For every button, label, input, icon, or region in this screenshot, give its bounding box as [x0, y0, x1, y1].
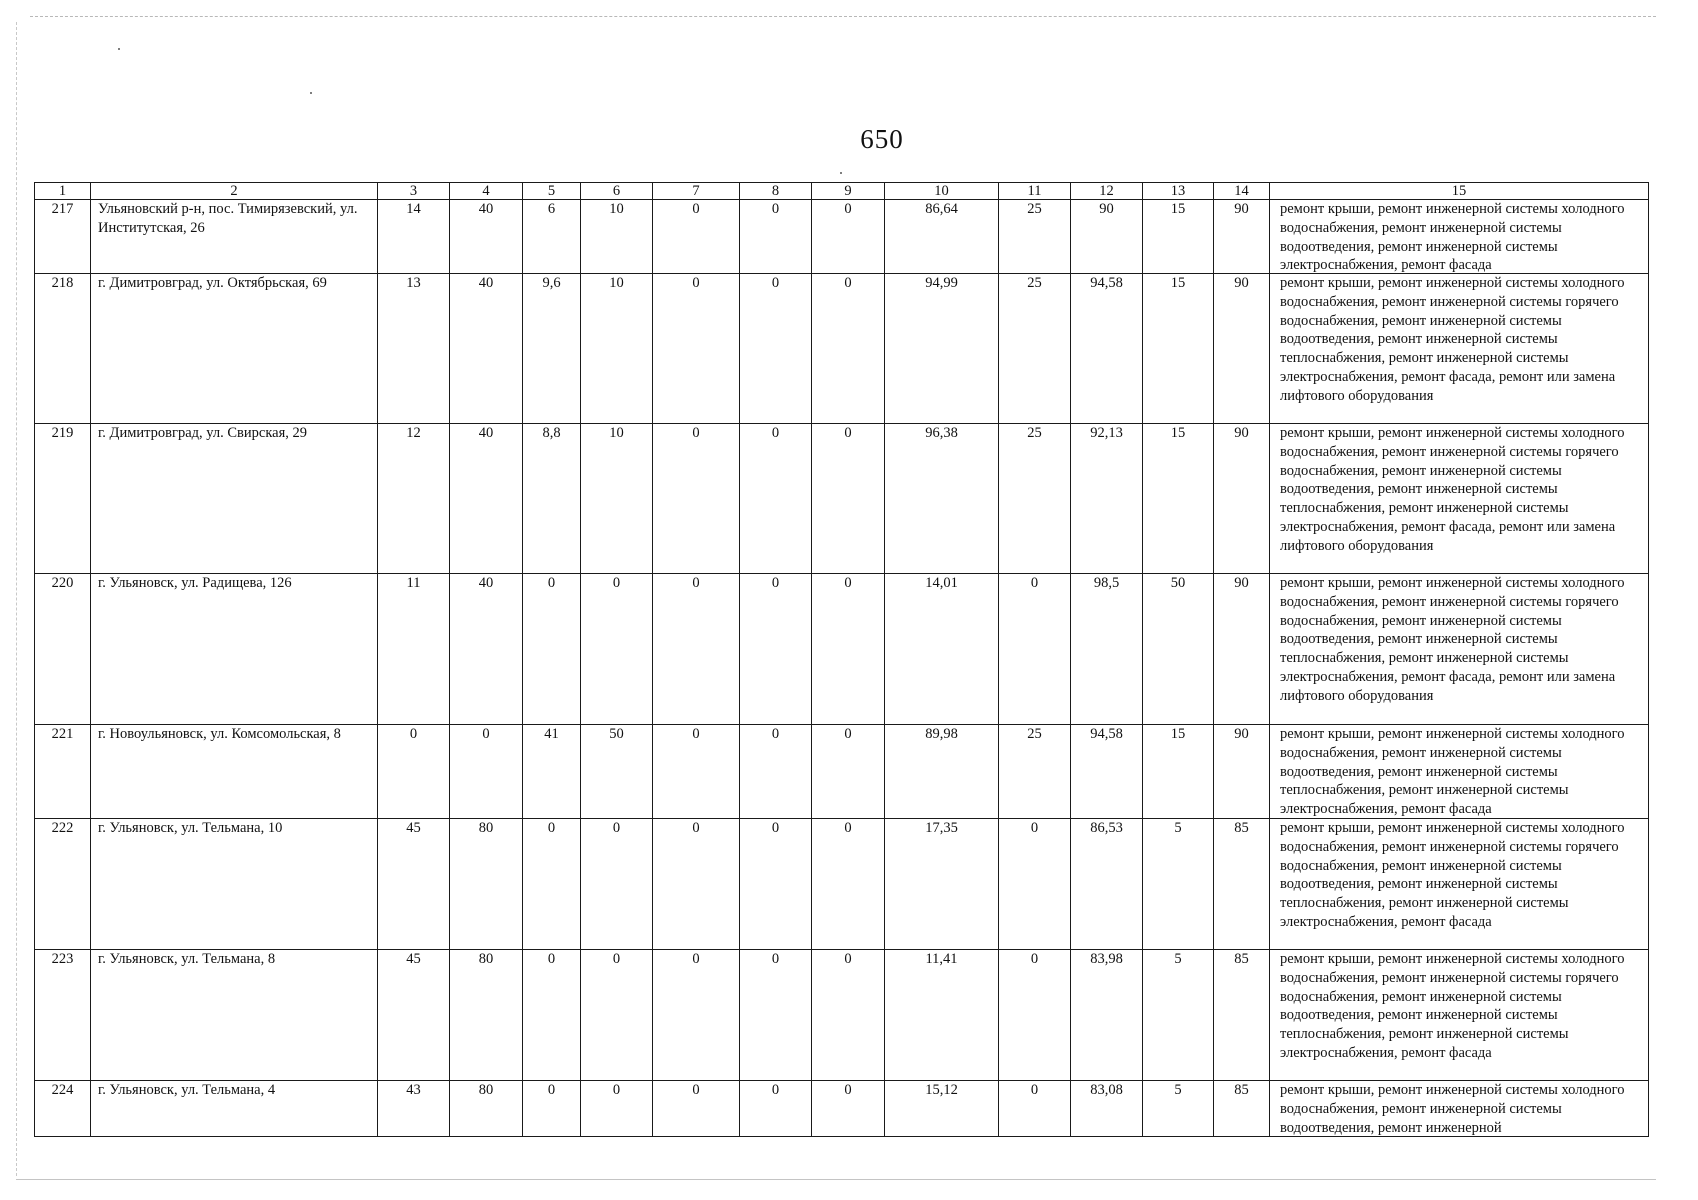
- value-cell: 6: [523, 200, 581, 274]
- value-cell: 0: [740, 950, 812, 1081]
- value-cell: 0: [653, 725, 740, 819]
- address-cell: г. Ульяновск, ул. Тельмана, 8: [91, 950, 378, 1081]
- value-cell: 40: [450, 274, 523, 424]
- table-row: [35, 725, 1649, 819]
- works-cell: [1270, 200, 1649, 274]
- value-cell: 40: [450, 574, 523, 725]
- address-cell: г. Новоульяновск, ул. Комсомольская, 8: [91, 725, 378, 819]
- address-cell: г. Ульяновск, ул. Тельмана, 10: [91, 819, 378, 950]
- value-cell: 45: [378, 950, 450, 1081]
- row-number: 218: [35, 274, 91, 424]
- value-cell: 12: [378, 424, 450, 574]
- works-cell: [1270, 274, 1649, 424]
- column-header: 7: [653, 183, 740, 200]
- value-cell: 0: [581, 1081, 653, 1137]
- value-cell: 5: [1143, 1081, 1214, 1137]
- value-cell: 80: [450, 819, 523, 950]
- address-cell: г. Ульяновск, ул. Радищева, 126: [91, 574, 378, 725]
- works-cell: [1270, 950, 1649, 1081]
- scan-edge-left: [16, 22, 17, 1176]
- value-cell: 14,01: [885, 574, 999, 725]
- value-cell: 92,13: [1071, 424, 1143, 574]
- value-cell: 0: [812, 200, 885, 274]
- value-cell: 0: [523, 819, 581, 950]
- value-cell: 0: [740, 274, 812, 424]
- value-cell: 15,12: [885, 1081, 999, 1137]
- row-number: 220: [35, 574, 91, 725]
- value-cell: 85: [1214, 819, 1270, 950]
- column-header: 6: [581, 183, 653, 200]
- value-cell: 89,98: [885, 725, 999, 819]
- column-header: 15: [1270, 183, 1649, 200]
- value-cell: 25: [999, 424, 1071, 574]
- value-cell: 0: [999, 950, 1071, 1081]
- value-cell: 0: [653, 950, 740, 1081]
- value-cell: 0: [740, 1081, 812, 1137]
- works-text: ремонт крыши, ремонт инженерной системы холодного водоснабжения, ремонт инженерной системы горячего водоснабжения, ремонт инженерной системы водоотведения, ремонт инженерной системы теплоснабжения, ремонт инженерной системы электроснабжения, ремонт фасада, ремонт или замена лифтового оборудования: [1280, 425, 1625, 554]
- works-cell: [1270, 1081, 1649, 1137]
- value-cell: 15: [1143, 424, 1214, 574]
- value-cell: 10: [581, 274, 653, 424]
- value-cell: 0: [999, 1081, 1071, 1137]
- value-cell: 0: [523, 574, 581, 725]
- value-cell: 0: [523, 950, 581, 1081]
- value-cell: 90: [1214, 274, 1270, 424]
- header-row: [35, 183, 1649, 200]
- value-cell: 11: [378, 574, 450, 725]
- table-row: [35, 274, 1649, 424]
- value-cell: 14: [378, 200, 450, 274]
- value-cell: 0: [740, 725, 812, 819]
- value-cell: 83,08: [1071, 1081, 1143, 1137]
- scan-speck: [840, 172, 842, 174]
- table-row: [35, 950, 1649, 1081]
- value-cell: 86,53: [1071, 819, 1143, 950]
- value-cell: 0: [378, 725, 450, 819]
- value-cell: 83,98: [1071, 950, 1143, 1081]
- value-cell: 0: [812, 424, 885, 574]
- table-row: [35, 574, 1649, 725]
- table-row: [35, 1081, 1649, 1137]
- value-cell: 13: [378, 274, 450, 424]
- value-cell: 0: [653, 574, 740, 725]
- works-text: ремонт крыши, ремонт инженерной системы холодного водоснабжения, ремонт инженерной системы водоотведения, ремонт инженерной системы теплоснабжения, ремонт инженерной системы электроснабжения, ремонт фасада: [1280, 726, 1625, 817]
- works-cell: [1270, 574, 1649, 725]
- works-text: ремонт крыши, ремонт инженерной системы холодного водоснабжения, ремонт инженерной системы водоотведения, ремонт инженерной системы электроснабжения, ремонт фасада: [1280, 201, 1625, 272]
- column-header: 1: [35, 183, 91, 200]
- address-cell: Ульяновский р-н, пос. Тимирязевский, ул. Институтская, 26: [91, 200, 378, 274]
- value-cell: 0: [740, 424, 812, 574]
- value-cell: 94,99: [885, 274, 999, 424]
- value-cell: 0: [653, 424, 740, 574]
- value-cell: 0: [653, 1081, 740, 1137]
- value-cell: 17,35: [885, 819, 999, 950]
- value-cell: 25: [999, 725, 1071, 819]
- address-cell: г. Димитровград, ул. Свирская, 29: [91, 424, 378, 574]
- scan-edge-top: [30, 16, 1656, 17]
- works-text: ремонт крыши, ремонт инженерной системы холодного водоснабжения, ремонт инженерной системы горячего водоснабжения, ремонт инженерной системы водоотведения, ремонт инженерной системы теплоснабжения, ремонт инженерной системы электроснабжения, ремонт фасада, ремонт или замена лифтового оборудования: [1280, 275, 1625, 404]
- value-cell: 0: [999, 574, 1071, 725]
- value-cell: 8,8: [523, 424, 581, 574]
- value-cell: 94,58: [1071, 725, 1143, 819]
- value-cell: 10: [581, 200, 653, 274]
- value-cell: 90: [1214, 424, 1270, 574]
- value-cell: 0: [450, 725, 523, 819]
- page-number: 650: [860, 124, 904, 154]
- works-text: ремонт крыши, ремонт инженерной системы холодного водоснабжения, ремонт инженерной системы водоотведения, ремонт инженерной: [1280, 1082, 1625, 1135]
- value-cell: 15: [1143, 274, 1214, 424]
- value-cell: 25: [999, 200, 1071, 274]
- column-header: 9: [812, 183, 885, 200]
- register-table: [34, 182, 1649, 1137]
- value-cell: 0: [740, 574, 812, 725]
- value-cell: 80: [450, 1081, 523, 1137]
- scan-speck: [310, 92, 312, 94]
- value-cell: 96,38: [885, 424, 999, 574]
- value-cell: 40: [450, 200, 523, 274]
- row-number: 222: [35, 819, 91, 950]
- works-cell: [1270, 725, 1649, 819]
- value-cell: 0: [740, 200, 812, 274]
- value-cell: 0: [812, 274, 885, 424]
- column-header: 12: [1071, 183, 1143, 200]
- column-header: 2: [91, 183, 378, 200]
- value-cell: 90: [1071, 200, 1143, 274]
- value-cell: 85: [1214, 950, 1270, 1081]
- value-cell: 0: [653, 274, 740, 424]
- table-row: [35, 819, 1649, 950]
- value-cell: 98,5: [1071, 574, 1143, 725]
- value-cell: 80: [450, 950, 523, 1081]
- table-row: [35, 424, 1649, 574]
- row-number: 224: [35, 1081, 91, 1137]
- value-cell: 0: [999, 819, 1071, 950]
- value-cell: 0: [812, 574, 885, 725]
- value-cell: 0: [581, 950, 653, 1081]
- value-cell: 0: [653, 200, 740, 274]
- value-cell: 50: [581, 725, 653, 819]
- value-cell: 0: [812, 1081, 885, 1137]
- value-cell: 5: [1143, 950, 1214, 1081]
- row-number: 219: [35, 424, 91, 574]
- value-cell: 90: [1214, 725, 1270, 819]
- address-cell: г. Димитровград, ул. Октябрьская, 69: [91, 274, 378, 424]
- scan-edge-bottom: [16, 1179, 1656, 1180]
- value-cell: 0: [812, 819, 885, 950]
- row-number: 223: [35, 950, 91, 1081]
- value-cell: 15: [1143, 200, 1214, 274]
- value-cell: 40: [450, 424, 523, 574]
- value-cell: 0: [581, 819, 653, 950]
- value-cell: 0: [812, 725, 885, 819]
- value-cell: 9,6: [523, 274, 581, 424]
- value-cell: 11,41: [885, 950, 999, 1081]
- value-cell: 0: [653, 819, 740, 950]
- address-cell: г. Ульяновск, ул. Тельмана, 4: [91, 1081, 378, 1137]
- value-cell: 94,58: [1071, 274, 1143, 424]
- column-header: 14: [1214, 183, 1270, 200]
- column-header: 5: [523, 183, 581, 200]
- works-cell: [1270, 424, 1649, 574]
- value-cell: 0: [523, 1081, 581, 1137]
- row-number: 221: [35, 725, 91, 819]
- works-text: ремонт крыши, ремонт инженерной системы холодного водоснабжения, ремонт инженерной системы горячего водоснабжения, ремонт инженерной системы водоотведения, ремонт инженерной системы теплоснабжения, ремонт инженерной системы электроснабжения, ремонт фасада: [1280, 820, 1625, 930]
- value-cell: 15: [1143, 725, 1214, 819]
- value-cell: 41: [523, 725, 581, 819]
- works-text: ремонт крыши, ремонт инженерной системы холодного водоснабжения, ремонт инженерной системы горячего водоснабжения, ремонт инженерной системы водоотведения, ремонт инженерной системы теплоснабжения, ремонт инженерной системы электроснабжения, ремонт фасада: [1280, 951, 1625, 1061]
- value-cell: 43: [378, 1081, 450, 1137]
- value-cell: 0: [581, 574, 653, 725]
- scan-speck: [118, 48, 120, 50]
- value-cell: 0: [740, 819, 812, 950]
- value-cell: 85: [1214, 1081, 1270, 1137]
- value-cell: 90: [1214, 574, 1270, 725]
- column-header: 8: [740, 183, 812, 200]
- value-cell: 5: [1143, 819, 1214, 950]
- works-cell: [1270, 819, 1649, 950]
- table-row: [35, 200, 1649, 274]
- column-header: 13: [1143, 183, 1214, 200]
- value-cell: 90: [1214, 200, 1270, 274]
- value-cell: 25: [999, 274, 1071, 424]
- column-header: 4: [450, 183, 523, 200]
- column-header: 3: [378, 183, 450, 200]
- value-cell: 0: [812, 950, 885, 1081]
- value-cell: 10: [581, 424, 653, 574]
- value-cell: 45: [378, 819, 450, 950]
- column-header: 10: [885, 183, 999, 200]
- value-cell: 86,64: [885, 200, 999, 274]
- value-cell: 50: [1143, 574, 1214, 725]
- column-header: 11: [999, 183, 1071, 200]
- row-number: 217: [35, 200, 91, 274]
- works-text: ремонт крыши, ремонт инженерной системы холодного водоснабжения, ремонт инженерной системы горячего водоснабжения, ремонт инженерной системы водоотведения, ремонт инженерной системы теплоснабжения, ремонт инженерной системы электроснабжения, ремонт фасада, ремонт или замена лифтового оборудования: [1280, 575, 1625, 704]
